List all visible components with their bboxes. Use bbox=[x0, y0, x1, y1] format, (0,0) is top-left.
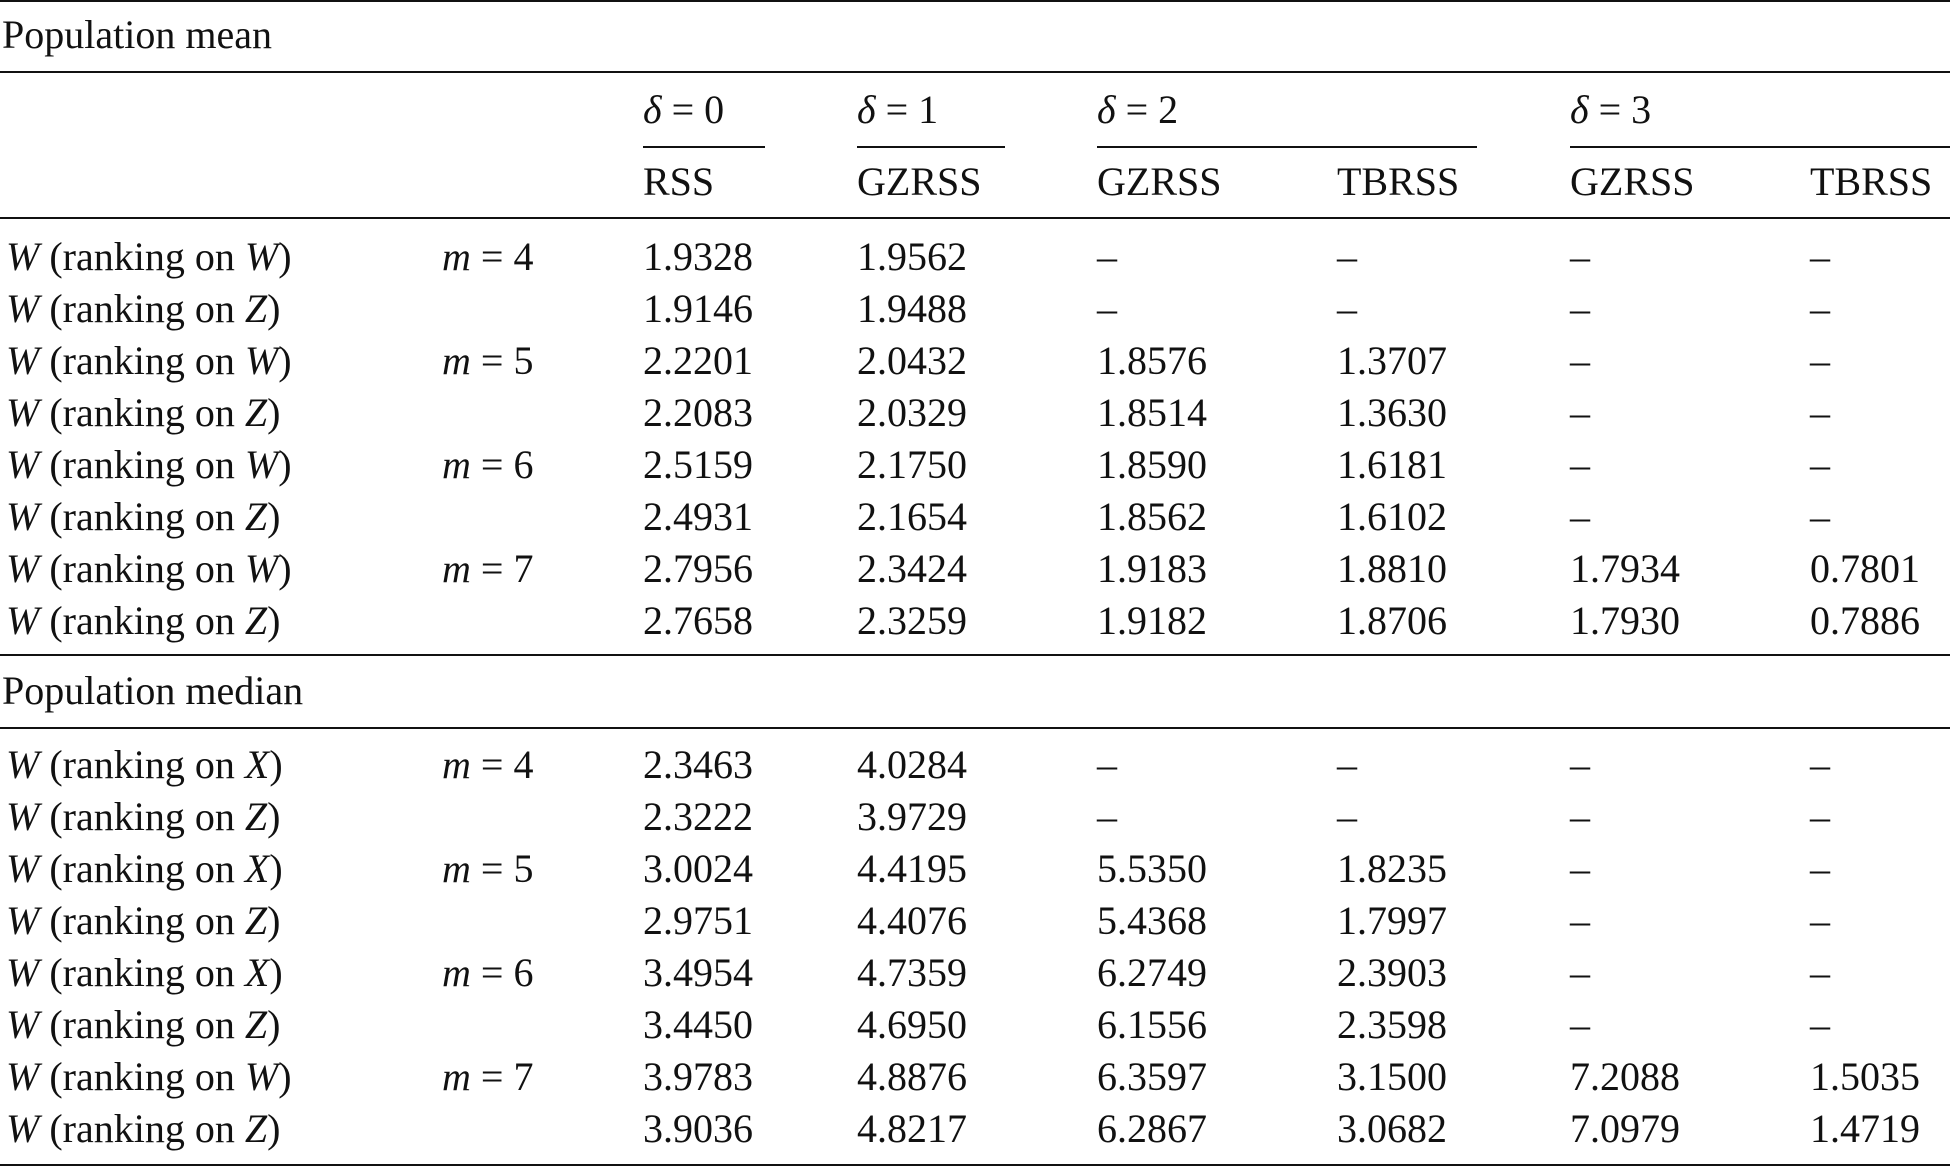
table-cell: – bbox=[1570, 1002, 1590, 1047]
row-label: W (ranking on Z) bbox=[6, 390, 281, 435]
table-cell: – bbox=[1570, 742, 1590, 787]
table-cell: 1.9146 bbox=[643, 286, 753, 331]
table-cell: – bbox=[1810, 234, 1830, 279]
table-cell: 1.8576 bbox=[1097, 338, 1207, 383]
table-cell: 3.9036 bbox=[643, 1106, 753, 1151]
delta-0-underline bbox=[643, 146, 765, 148]
table-cell: 1.8810 bbox=[1337, 546, 1447, 591]
row-label: W (ranking on W) bbox=[6, 1054, 292, 1099]
table-cell: 2.9751 bbox=[643, 898, 753, 943]
table-cell: 7.2088 bbox=[1570, 1054, 1680, 1099]
table-cell: 1.3630 bbox=[1337, 390, 1447, 435]
table-cell: – bbox=[1570, 950, 1590, 995]
table-cell: – bbox=[1810, 390, 1830, 435]
row-label: W (ranking on Z) bbox=[6, 1002, 281, 1047]
row-label: W (ranking on Z) bbox=[6, 794, 281, 839]
table-cell: – bbox=[1097, 234, 1117, 279]
table-cell: 1.9182 bbox=[1097, 598, 1207, 643]
table-cell: 2.7956 bbox=[643, 546, 753, 591]
table-cell: – bbox=[1570, 846, 1590, 891]
delta-1-underline bbox=[857, 146, 1005, 148]
row-label: W (ranking on Z) bbox=[6, 598, 281, 643]
table-cell: – bbox=[1570, 442, 1590, 487]
table-cell: – bbox=[1810, 1002, 1830, 1047]
table-cell: 7.0979 bbox=[1570, 1106, 1680, 1151]
table-cell: 3.0682 bbox=[1337, 1106, 1447, 1151]
table-cell: 2.0329 bbox=[857, 390, 967, 435]
table-cell: 2.1750 bbox=[857, 442, 967, 487]
table-cell: – bbox=[1810, 742, 1830, 787]
row-label: W (ranking on Z) bbox=[6, 1106, 281, 1151]
table-cell: 3.4954 bbox=[643, 950, 753, 995]
mid-rule bbox=[0, 654, 1950, 656]
table-cell: 1.4719 bbox=[1810, 1106, 1920, 1151]
table-cell: – bbox=[1570, 898, 1590, 943]
column-header-gzrss: GZRSS bbox=[1570, 159, 1695, 204]
table-cell: – bbox=[1810, 950, 1830, 995]
table-cell: 1.9183 bbox=[1097, 546, 1207, 591]
table-cell: – bbox=[1570, 794, 1590, 839]
row-label: W (ranking on W) bbox=[6, 546, 292, 591]
row-m-value: m = 6 bbox=[442, 950, 534, 995]
table-cell: 1.8590 bbox=[1097, 442, 1207, 487]
table-cell: – bbox=[1097, 742, 1117, 787]
table-cell: – bbox=[1337, 234, 1357, 279]
row-label: W (ranking on W) bbox=[6, 442, 292, 487]
section-title-mean: Population mean bbox=[2, 12, 272, 57]
table-cell: 1.7934 bbox=[1570, 546, 1680, 591]
header-bottom-rule bbox=[0, 217, 1950, 219]
delta-header-3: δ = 3 bbox=[1570, 87, 1652, 132]
table-cell: – bbox=[1810, 794, 1830, 839]
table-cell: 2.3903 bbox=[1337, 950, 1447, 995]
row-label: W (ranking on Z) bbox=[6, 898, 281, 943]
row-m-value: m = 5 bbox=[442, 846, 534, 891]
table-cell: – bbox=[1097, 286, 1117, 331]
table-cell: 2.5159 bbox=[643, 442, 753, 487]
section-title-median: Population median bbox=[2, 668, 304, 713]
table-cell: 4.6950 bbox=[857, 1002, 967, 1047]
table-cell: 1.8235 bbox=[1337, 846, 1447, 891]
row-m-value: m = 5 bbox=[442, 338, 534, 383]
table-cell: – bbox=[1570, 234, 1590, 279]
table-cell: 6.2867 bbox=[1097, 1106, 1207, 1151]
table-cell: 1.9328 bbox=[643, 234, 753, 279]
table-cell: 1.9488 bbox=[857, 286, 967, 331]
table-cell: 2.3463 bbox=[643, 742, 753, 787]
table-cell: – bbox=[1570, 494, 1590, 539]
table-cell: 3.9729 bbox=[857, 794, 967, 839]
row-label: W (ranking on X) bbox=[6, 950, 283, 995]
table-cell: 4.0284 bbox=[857, 742, 967, 787]
row-label: W (ranking on W) bbox=[6, 338, 292, 383]
table-cell: 4.8876 bbox=[857, 1054, 967, 1099]
column-header-rss: RSS bbox=[643, 159, 715, 204]
column-header-tbrss: TBRSS bbox=[1810, 159, 1933, 204]
section-title-rule bbox=[0, 71, 1950, 73]
row-label: W (ranking on Z) bbox=[6, 286, 281, 331]
table-cell: – bbox=[1810, 338, 1830, 383]
column-header-gzrss: GZRSS bbox=[857, 159, 982, 204]
table-cell: 6.1556 bbox=[1097, 1002, 1207, 1047]
table-cell: 4.8217 bbox=[857, 1106, 967, 1151]
table-cell: – bbox=[1810, 846, 1830, 891]
table-cell: 1.8562 bbox=[1097, 494, 1207, 539]
table-cell: 6.3597 bbox=[1097, 1054, 1207, 1099]
table-cell: 6.2749 bbox=[1097, 950, 1207, 995]
table-cell: 5.4368 bbox=[1097, 898, 1207, 943]
table-cell: – bbox=[1810, 898, 1830, 943]
delta-3-underline bbox=[1570, 146, 1950, 148]
table-cell: 1.9562 bbox=[857, 234, 967, 279]
table-cell: 2.7658 bbox=[643, 598, 753, 643]
column-header-tbrss: TBRSS bbox=[1337, 159, 1460, 204]
delta-header-2: δ = 2 bbox=[1097, 87, 1179, 132]
table-cell: 1.7997 bbox=[1337, 898, 1447, 943]
delta-2-underline bbox=[1097, 146, 1477, 148]
table-cell: 2.3424 bbox=[857, 546, 967, 591]
table-cell: 4.7359 bbox=[857, 950, 967, 995]
table-cell: 3.9783 bbox=[643, 1054, 753, 1099]
table-cell: – bbox=[1570, 338, 1590, 383]
table-cell: – bbox=[1570, 390, 1590, 435]
row-m-value: m = 7 bbox=[442, 546, 534, 591]
row-m-value: m = 6 bbox=[442, 442, 534, 487]
median-title-rule bbox=[0, 727, 1950, 729]
table-cell: 1.8514 bbox=[1097, 390, 1207, 435]
table-cell: 0.7886 bbox=[1810, 598, 1920, 643]
row-label: W (ranking on W) bbox=[6, 234, 292, 279]
table-cell: – bbox=[1570, 286, 1590, 331]
table-cell: 3.1500 bbox=[1337, 1054, 1447, 1099]
table-cell: 0.7801 bbox=[1810, 546, 1920, 591]
table-cell: 2.4931 bbox=[643, 494, 753, 539]
column-header-gzrss: GZRSS bbox=[1097, 159, 1222, 204]
table-cell: 1.6181 bbox=[1337, 442, 1447, 487]
table-cell: – bbox=[1810, 442, 1830, 487]
table-cell: 2.3222 bbox=[643, 794, 753, 839]
row-m-value: m = 4 bbox=[442, 742, 534, 787]
table-cell: 3.0024 bbox=[643, 846, 753, 891]
table-cell: 2.0432 bbox=[857, 338, 967, 383]
top-rule bbox=[0, 0, 1950, 2]
row-label: W (ranking on Z) bbox=[6, 494, 281, 539]
table-cell: 1.5035 bbox=[1810, 1054, 1920, 1099]
table-cell: – bbox=[1337, 286, 1357, 331]
table-cell: 4.4076 bbox=[857, 898, 967, 943]
table-cell: 2.3259 bbox=[857, 598, 967, 643]
row-m-value: m = 7 bbox=[442, 1054, 534, 1099]
table-cell: 5.5350 bbox=[1097, 846, 1207, 891]
table-cell: 3.4450 bbox=[643, 1002, 753, 1047]
table-cell: 2.3598 bbox=[1337, 1002, 1447, 1047]
row-label: W (ranking on X) bbox=[6, 846, 283, 891]
table-cell: – bbox=[1097, 794, 1117, 839]
table-cell: 2.2201 bbox=[643, 338, 753, 383]
table-cell: 1.6102 bbox=[1337, 494, 1447, 539]
table-cell: – bbox=[1337, 794, 1357, 839]
table-cell: – bbox=[1810, 494, 1830, 539]
table-cell: 1.7930 bbox=[1570, 598, 1680, 643]
table-cell: 2.1654 bbox=[857, 494, 967, 539]
table-cell: – bbox=[1810, 286, 1830, 331]
delta-header-0: δ = 0 bbox=[643, 87, 725, 132]
delta-header-1: δ = 1 bbox=[857, 87, 939, 132]
table-cell: 2.2083 bbox=[643, 390, 753, 435]
table-cell: – bbox=[1337, 742, 1357, 787]
table-cell: 1.3707 bbox=[1337, 338, 1447, 383]
table-cell: 4.4195 bbox=[857, 846, 967, 891]
row-label: W (ranking on X) bbox=[6, 742, 283, 787]
table-cell: 1.8706 bbox=[1337, 598, 1447, 643]
row-m-value: m = 4 bbox=[442, 234, 534, 279]
